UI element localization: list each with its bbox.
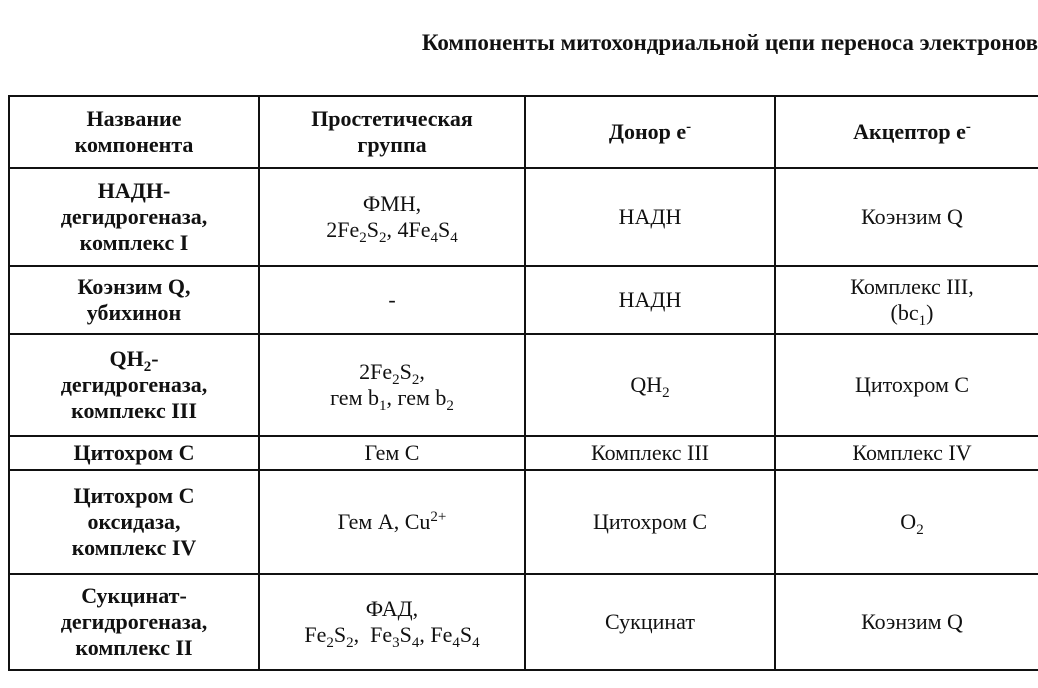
cell-acceptor: Коэнзим Q: [775, 168, 1038, 266]
cell-group: ФМН, $2Fe_2S_2$, $4Fe_4S_4$: [259, 168, 525, 266]
cell-acceptor: Цитохром С: [775, 334, 1038, 436]
table-row: [9, 574, 1038, 670]
title-text: Компоненты митохондриальной цепи переноса электронов: [421, 30, 1038, 55]
cell-group: -: [259, 266, 525, 334]
table-row: [9, 436, 1038, 470]
cell-name: Цитохром С: [9, 436, 259, 470]
header-donor: Донор е-: [525, 96, 775, 168]
cell-name: Сукцинат- дегидрогеназа, комплекс II: [9, 574, 259, 670]
cell-donor: Комплекс III: [525, 436, 775, 470]
cell-donor: $QH_2$: [525, 334, 775, 436]
cell-name: Цитохром С оксидаза, комплекс IV: [9, 470, 259, 574]
cell-acceptor: Комплекс IV: [775, 436, 1038, 470]
components-table: [8, 95, 1038, 671]
header-acceptor: Акцептор е-: [775, 96, 1038, 168]
table-row: [9, 168, 1038, 266]
cell-name: НАДН- дегидрогеназа, комплекс I: [9, 168, 259, 266]
cell-donor: НАДН: [525, 168, 775, 266]
header-row: [9, 96, 1038, 168]
cell-acceptor: Комплекс III, $(bc_1)$: [775, 266, 1038, 334]
cell-acceptor: $O_2$: [775, 470, 1038, 574]
page-title: [0, 30, 1038, 56]
cell-donor: НАДН: [525, 266, 775, 334]
cell-group: $2Fe_2S_2$, гем $b_1$, гем $b_2$: [259, 334, 525, 436]
cell-donor: Сукцинат: [525, 574, 775, 670]
cell-name: Коэнзим Q, убихинон: [9, 266, 259, 334]
table-row: [9, 334, 1038, 436]
table-row: [9, 266, 1038, 334]
cell-name: $QH_2-$ дегидрогеназа, комплекс III: [9, 334, 259, 436]
cell-acceptor: Коэнзим Q: [775, 574, 1038, 670]
cell-donor: Цитохром С: [525, 470, 775, 574]
cell-group: ФАД, $Fe_2S_2$, $Fe_3S_4$, $Fe_4S_4$: [259, 574, 525, 670]
table-row: [9, 470, 1038, 574]
cell-group: Гем С: [259, 436, 525, 470]
header-group: Простетическая группа: [259, 96, 525, 168]
header-name: Название компонента: [9, 96, 259, 168]
cell-group: Гем А, $Cu^{2+}$: [259, 470, 525, 574]
